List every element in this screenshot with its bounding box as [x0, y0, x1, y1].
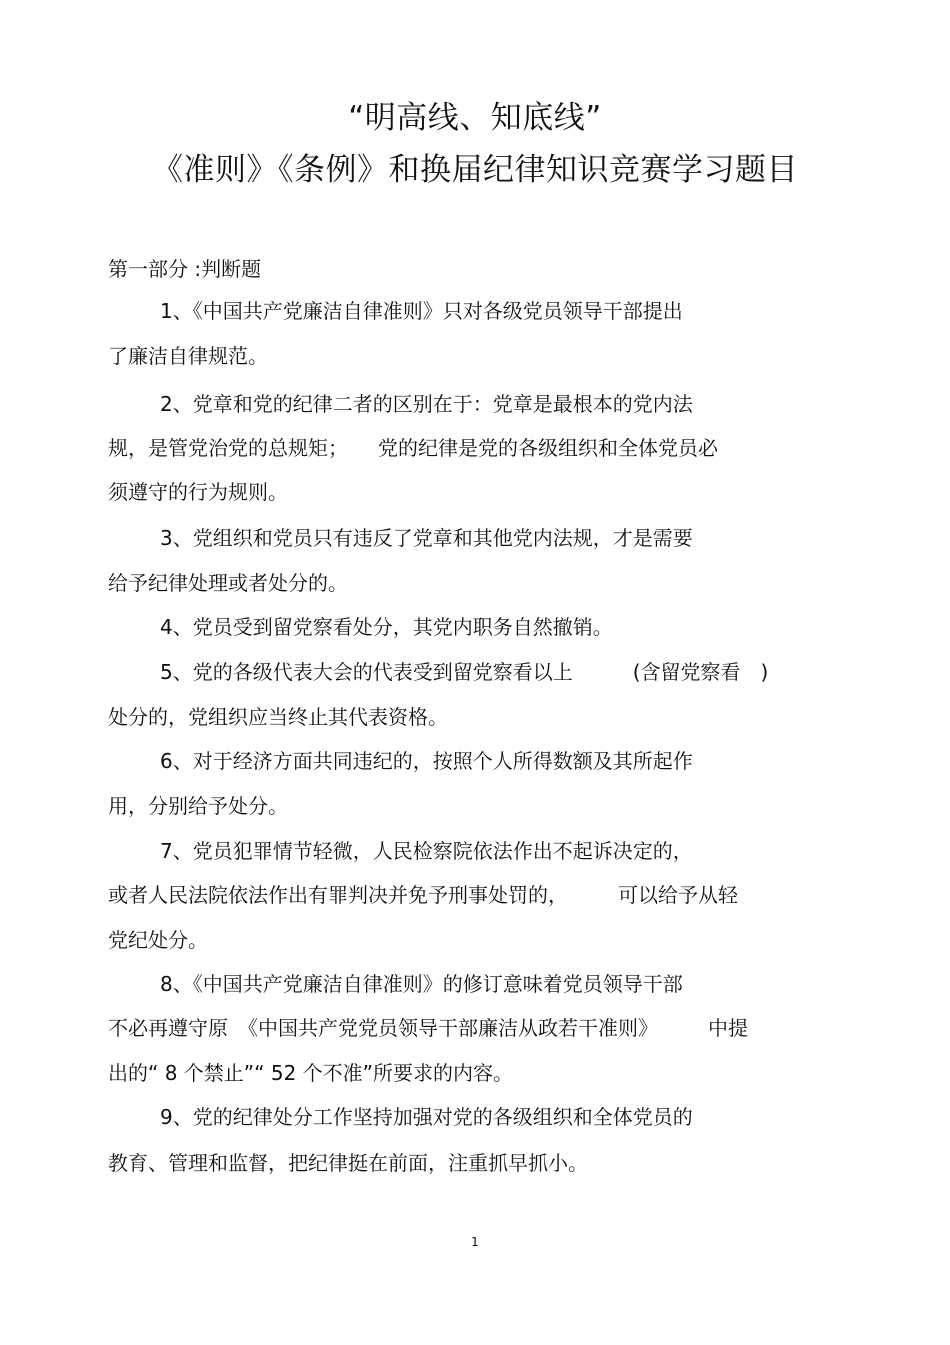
- question-8-line-1: 8、《中国共产党廉洁自律准则》的修订意味着党员领导干部: [160, 972, 683, 996]
- question-5-line-1: 5、党的各级代表大会的代表受到留党察看以上 (含留党察看 ): [160, 660, 769, 684]
- question-7-line-3: 党纪处分。: [108, 928, 208, 952]
- question-9-line-2: 教育、管理和监督，把纪律挺在前面，注重抓早抓小。: [108, 1151, 588, 1175]
- section-heading: 第一部分 :判断题: [108, 257, 262, 281]
- question-8-line-3: 出的“ 8 个禁止”“ 52 个不准”所要求的内容。: [108, 1061, 514, 1085]
- page-number: 1: [471, 1235, 479, 1249]
- question-4-line-1: 4、党员受到留党察看处分，其党内职务自然撤销。: [160, 615, 613, 639]
- document-title-line-1: “明高线、知底线”: [348, 100, 602, 136]
- question-1-line-1: 1、《中国共产党廉洁自律准则》只对各级党员领导干部提出: [160, 299, 683, 323]
- document-title-line-2: 《准则》《条例》和换届纪律知识竞赛学习题目: [152, 152, 798, 188]
- question-2-line-1: 2、党章和党的纪律二者的区别在于：党章是最根本的党内法: [160, 392, 693, 416]
- question-2-line-2: 规，是管党治党的总规矩； 党的纪律是党的各级组织和全体党员必: [108, 436, 718, 460]
- question-7-line-1: 7、党员犯罪情节轻微，人民检察院依法作出不起诉决定的，: [160, 839, 693, 863]
- question-5-line-2: 处分的，党组织应当终止其代表资格。: [108, 705, 448, 729]
- question-3-line-1: 3、党组织和党员只有违反了党章和其他党内法规，才是需要: [160, 526, 693, 550]
- question-2-line-3: 须遵守的行为规则。: [108, 480, 288, 504]
- question-1-line-2: 了廉洁自律规范。: [108, 344, 268, 368]
- question-6-line-2: 用，分别给予处分。: [108, 794, 288, 818]
- question-3-line-2: 给予纪律处理或者处分的。: [108, 571, 348, 595]
- question-6-line-1: 6、对于经济方面共同违纪的，按照个人所得数额及其所起作: [160, 749, 693, 773]
- question-7-line-2: 或者人民法院依法作出有罪判决并免予刑事处罚的， 可以给予从轻: [108, 883, 738, 907]
- question-8-line-2: 不必再遵守原 《中国共产党党员领导干部廉洁从政若干准则》 中提: [108, 1016, 748, 1040]
- question-9-line-1: 9、党的纪律处分工作坚持加强对党的各级组织和全体党员的: [160, 1105, 693, 1129]
